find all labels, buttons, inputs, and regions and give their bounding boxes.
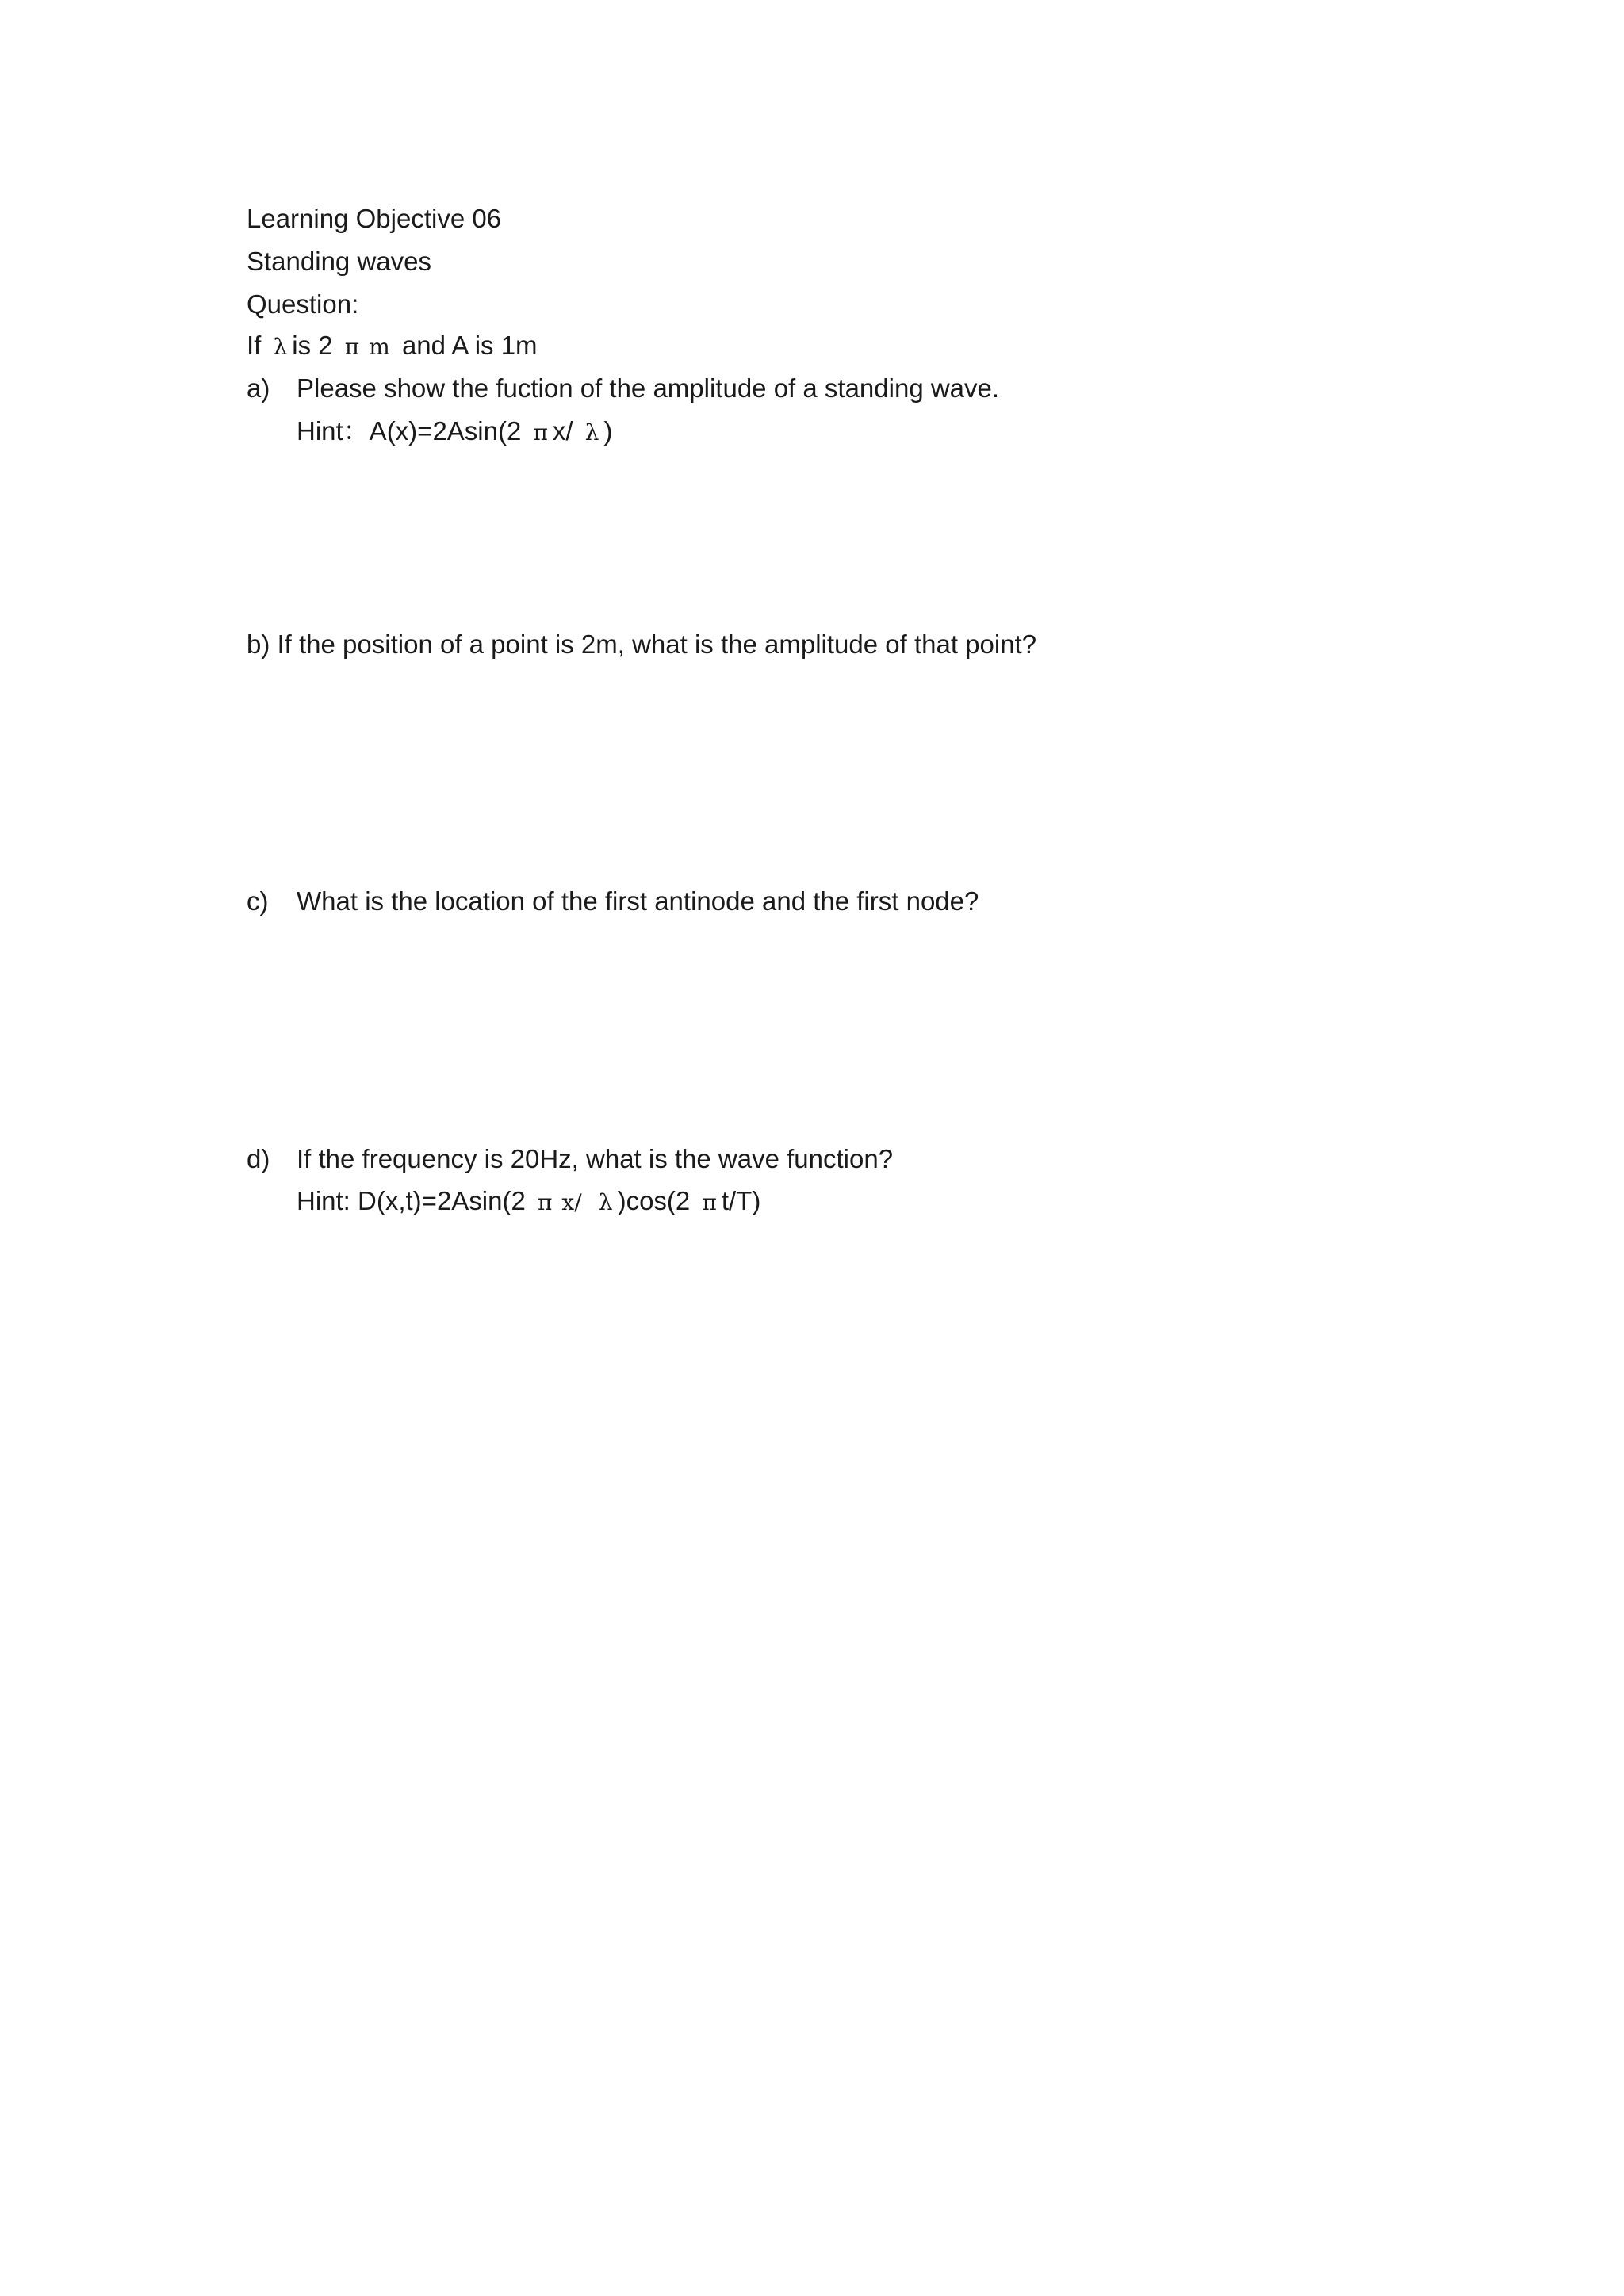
given-unit: m [369,334,390,360]
given-suffix: and A is 1m [401,331,538,360]
part-d-hint-mid: )cos(2 [617,1186,691,1215]
part-a-hint-mid: x/ [552,416,573,446]
given-mid: is 2 [292,331,333,360]
part-d-hint-x: x/ [561,1189,582,1215]
part-d-hint-pi2: π [702,1189,717,1215]
topic-heading: Standing waves [247,247,431,276]
part-a-hint-prefix: Hint：A(x)=2Asin(2 [297,416,522,446]
part-a-hint [297,415,613,449]
part-d-question [247,1143,893,1175]
part-d-text: If the frequency is 20Hz, what is the wave function? [297,1144,894,1173]
part-a-text: Please show the fuction of the amplitude of a standing wave. [297,373,1000,403]
part-d-marker: d) [247,1144,270,1173]
lambda-symbol: λ [273,334,288,360]
part-d-hint-prefix: Hint: D(x,t)=2Asin(2 [297,1186,526,1215]
given-conditions [247,330,538,363]
part-a-hint-suffix: ) [603,416,613,446]
part-c-text: What is the location of the first antinode and the first node? [297,886,979,916]
part-a-question [247,373,999,404]
part-a-hint-pi: π [533,419,548,446]
part-d-hint-lambda: λ [598,1189,613,1215]
part-b-question: b) If the position of a point is 2m, what is the amplitude of that point? [247,629,1037,659]
pi-symbol: π [344,334,360,360]
part-c-question [247,886,979,917]
question-label: Question: [247,289,359,319]
given-prefix: If [247,331,262,360]
part-d-hint [297,1185,760,1219]
part-a-marker: a) [247,373,270,403]
learning-objective-title: Learning Objective 06 [247,204,502,233]
part-a-hint-lambda: λ [584,419,599,446]
part-c-marker: c) [247,886,269,916]
part-d-hint-suffix: t/T) [721,1186,761,1215]
part-d-hint-pi: π [538,1189,553,1215]
